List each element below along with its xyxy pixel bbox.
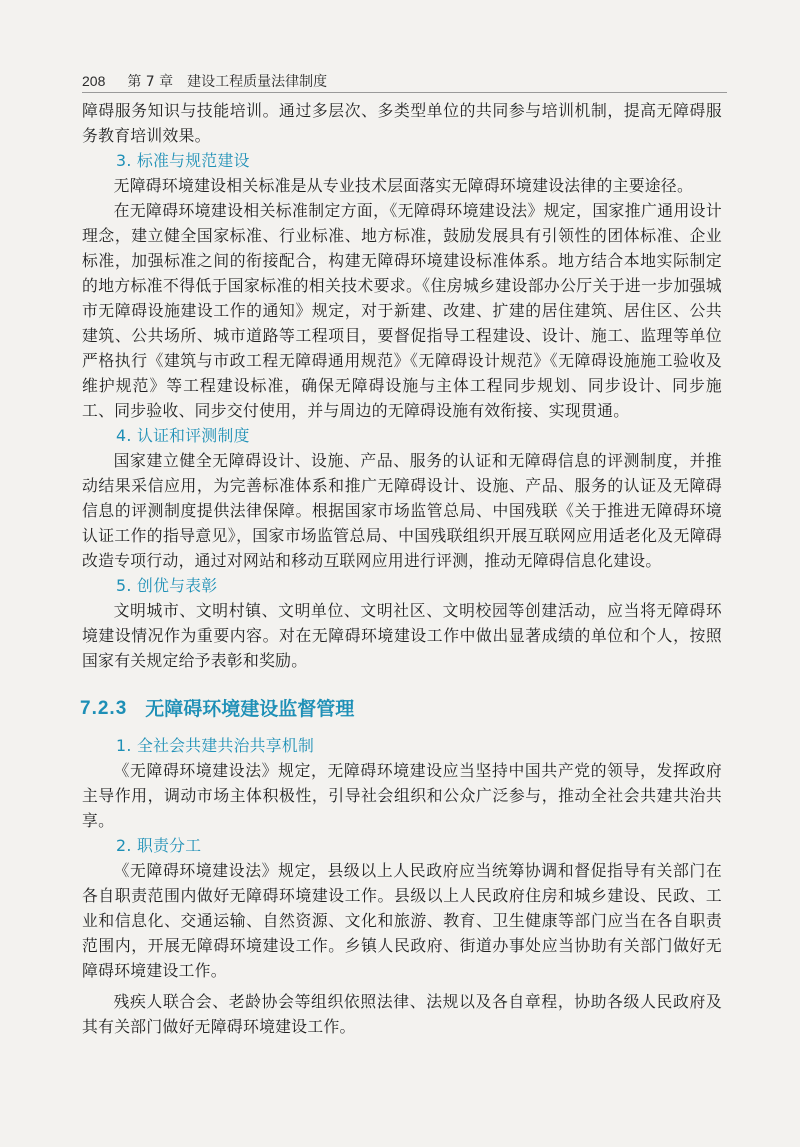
paragraph: 《无障碍环境建设法》规定，无障碍环境建设应当坚持中国共产党的领导，发挥政府主导作用，调动市场主体积极性，引导社会组织和公众广泛参与，推动全社会共建共治共享。: [82, 761, 722, 830]
running-header: [82, 70, 722, 92]
chapter-title: 建设工程质量法律制度: [187, 74, 328, 90]
subheading: 2. 职责分工: [116, 836, 202, 855]
subheading: 3. 标准与规范建设: [116, 151, 250, 170]
paragraph: 《无障碍环境建设法》规定，县级以上人民政府应当统筹协调和督促指导有关部门在各自职责范围内做好无障碍环境建设工作。县级以上人民政府住房和城乡建设、民政、工业和信息化、交通运输、自然资源、文化和旅游、教育、卫生健康等部门应当在各自职责范围内，开展无障碍环境建设工作。乡镇人民政府、街道办事处应当协助有关部门做好无障碍环境建设工作。: [82, 861, 722, 980]
paragraph: 无障碍环境建设相关标准是从专业技术层面落实无障碍环境建设法律的主要途径。: [113, 176, 694, 195]
page-number: 208: [82, 73, 106, 89]
paragraph: 障碍服务知识与技能培训。通过多层次、多类型单位的共同参与培训机制，提高无障碍服务教育培训效果。: [82, 101, 722, 145]
paragraph: 残疾人联合会、老龄协会等组织依照法律、法规以及各自章程，协助各级人民政府及其有关部门做好无障碍环境建设工作。: [82, 992, 722, 1036]
header-divider: [82, 92, 727, 93]
section-heading: [80, 695, 722, 723]
section-title: 无障碍环境建设监督管理: [145, 698, 355, 720]
page-body: [82, 98, 722, 1039]
section-number: 7.2.3: [80, 698, 128, 719]
subheading: 4. 认证和评测制度: [116, 426, 250, 445]
subheading: 1. 全社会共建共治共享机制: [116, 736, 315, 755]
paragraph: 在无障碍环境建设相关标准制定方面，《无障碍环境建设法》规定，国家推广通用设计理念，建立健全国家标准、行业标准、地方标准，鼓励发展具有引领性的团体标准、企业标准，加强标准之间的衔接配合，构建无障碍环境建设标准体系。地方结合本地实际制定的地方标准不得低于国家标准的相关技术要求。《住房城乡建设部办公厅关于进一步加强城市无障碍设施建设工作的通知》规定，对于新建、改建、扩建的居住建筑、居住区、公共建筑、公共场所、城市道路等工程项目，要督促指导工程建设、设计、施工、监理等单位严格执行《建筑与市政工程无障碍通用规范》《无障碍设计规范》《无障碍设施施工验收及维护规范》等工程建设标准，确保无障碍设施与主体工程同步规划、同步设计、同步施工、同步验收、同步交付使用，并与周边的无障碍设施有效衔接、实现贯通。: [82, 201, 722, 420]
chapter-label: 第 7 章: [127, 74, 174, 90]
paragraph: 文明城市、文明村镇、文明单位、文明社区、文明校园等创建活动，应当将无障碍环境建设情况作为重要内容。对在无障碍环境建设工作中做出显著成绩的单位和个人，按照国家有关规定给予表彰和奖励。: [82, 601, 722, 670]
paragraph: 国家建立健全无障碍设计、设施、产品、服务的认证和无障碍信息的评测制度，并推动结果采信应用，为完善标准体系和推广无障碍设计、设施、产品、服务的认证及无障碍信息的评测制度提供法律保障。根据国家市场监管总局、中国残联《关于推进无障碍环境认证工作的指导意见》，国家市场监管总局、中国残联组织开展互联网应用适老化及无障碍改造专项行动，通过对网站和移动互联网应用进行评测，推动无障碍信息化建设。: [82, 451, 722, 570]
subheading: 5. 创优与表彰: [116, 576, 218, 595]
